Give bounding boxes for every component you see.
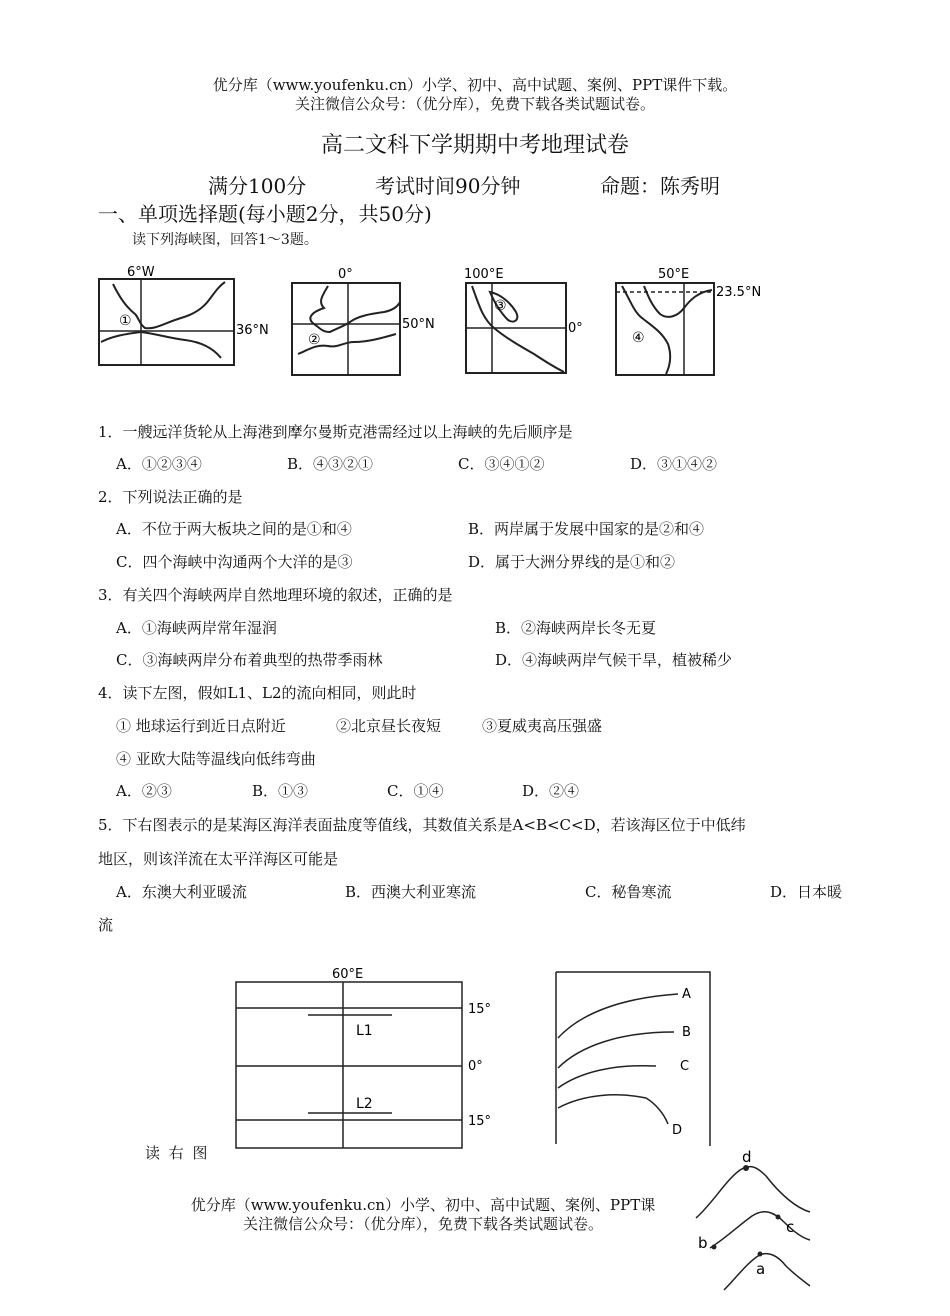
- fig-right-label-a: A: [682, 987, 691, 1002]
- strait-4-lat: 23.5°N: [716, 285, 762, 300]
- header-line-2: 关注微信公众号：（优分库），免费下载各类试题试卷。: [294, 95, 655, 113]
- q1-stem: 1．一艘远洋货轮从上海港到摩尔曼斯克港需经过以上海峡的先后顺序是: [98, 423, 573, 441]
- q4-option-a[interactable]: A．②③: [116, 782, 172, 800]
- footer-line-1: 优分库（www.youfenku.cn）小学、初中、高中试题、案例、PPT课: [190, 1196, 656, 1214]
- strait-3-lat: 0°: [568, 321, 583, 336]
- footer-line-2: 关注微信公众号：（优分库），免费下载各类试题试卷。: [242, 1215, 603, 1233]
- subtitle-score: 满分100分: [208, 174, 307, 198]
- fig-left-lat-bottom: 15°: [468, 1114, 492, 1129]
- intro-text: 读下列海峡图，回答1～3题。: [132, 232, 318, 248]
- fig-right-label-b: B: [682, 1025, 691, 1040]
- fig-left-l1: L1: [356, 1023, 373, 1039]
- q4-option-d[interactable]: D．②④: [522, 782, 580, 800]
- q4-item-2: ②北京昼长夜短: [336, 717, 442, 735]
- q5-option-d[interactable]: D．日本暖: [770, 883, 843, 901]
- q2-option-c[interactable]: C．四个海峡中沟通两个大洋的是③: [116, 553, 353, 571]
- fig-bottom-label-a: a: [756, 1260, 766, 1278]
- subtitle-author: 命题：陈秀明: [600, 174, 720, 198]
- q2-option-d[interactable]: D．属于大洲分界线的是①和②: [468, 553, 676, 571]
- figure-curves-abcd: [690, 1140, 830, 1308]
- q4-item-4: ④ 亚欧大陆等温线向低纬弯曲: [116, 750, 316, 768]
- strait-2-marker: ②: [308, 332, 321, 348]
- section-heading: 一、单项选择题(每小题2分，共50分): [98, 202, 432, 226]
- strait-1-lon: 6°W: [127, 265, 155, 280]
- q1-option-c[interactable]: C．③④①②: [458, 455, 545, 473]
- q2-option-a[interactable]: A．不位于两大板块之间的是①和④: [116, 520, 352, 538]
- strait-map-4: [612, 262, 802, 382]
- fig-left-lat-mid: 0°: [468, 1059, 483, 1074]
- q5-option-b[interactable]: B．西澳大利亚寒流: [345, 883, 477, 901]
- figure-latitude-grid: [230, 962, 510, 1152]
- fig-bottom-label-b: b: [698, 1234, 708, 1252]
- q5-stem-line-2: 地区，则该洋流在太平洋海区可能是: [98, 850, 339, 868]
- strait-2-lon: 0°: [338, 267, 353, 282]
- q3-option-d[interactable]: D．④海峡两岸气候干旱，植被稀少: [495, 651, 733, 669]
- strait-map-2: [288, 262, 448, 382]
- strait-4-lon: 50°E: [658, 267, 690, 282]
- fig-left-lat-top: 15°: [468, 1002, 492, 1017]
- q2-option-b[interactable]: B．两岸属于发展中国家的是②和④: [468, 520, 705, 538]
- strait-map-1: [95, 262, 285, 382]
- strait-3-lon: 100°E: [464, 267, 504, 282]
- strait-1-marker: ①: [119, 313, 132, 329]
- header-line-1: 优分库（www.youfenku.cn）小学、初中、高中试题、案例、PPT课件下载。: [212, 76, 738, 94]
- strait-3-marker: ③: [494, 298, 507, 314]
- strait-map-3: [460, 262, 620, 382]
- q4-stem: 4．读下左图，假如L1、L2的流向相同，则此时: [98, 684, 417, 702]
- q5-option-a[interactable]: A．东澳大利亚暖流: [116, 883, 247, 901]
- subtitle-time: 考试时间90分钟: [375, 174, 521, 198]
- q4-option-c[interactable]: C．①④: [387, 782, 444, 800]
- fig-bottom-label-d: d: [742, 1148, 752, 1166]
- q5-option-c[interactable]: C．秘鲁寒流: [585, 883, 672, 901]
- figure-salinity-isolines: [550, 968, 730, 1148]
- read-right-figure: 读 右 图: [145, 1144, 210, 1162]
- fig-right-label-c: C: [680, 1059, 690, 1074]
- q1-option-b[interactable]: B．④③②①: [287, 455, 374, 473]
- fig-left-lon: 60°E: [332, 967, 364, 982]
- q4-option-b[interactable]: B．①③: [252, 782, 309, 800]
- q1-option-d[interactable]: D．③①④②: [630, 455, 718, 473]
- q3-option-c[interactable]: C．③海峡两岸分布着典型的热带季雨林: [116, 651, 383, 669]
- fig-bottom-label-c: c: [786, 1218, 795, 1236]
- strait-4-marker: ④: [632, 330, 645, 346]
- q3-option-b[interactable]: B．②海峡两岸长冬无夏: [495, 619, 657, 637]
- q1-option-a[interactable]: A．①②③④: [116, 455, 202, 473]
- q3-stem: 3．有关四个海峡两岸自然地理环境的叙述，正确的是: [98, 586, 453, 604]
- q4-item-1: ① 地球运行到近日点附近: [116, 717, 286, 735]
- q5-stem-line-1: 5．下右图表示的是某海区海洋表面盐度等值线，其数值关系是A<B<C<D，若该海区位于中低纬: [98, 816, 746, 834]
- strait-2-lat: 50°N: [402, 317, 435, 332]
- fig-right-label-d: D: [672, 1123, 683, 1138]
- strait-1-lat: 36°N: [236, 323, 269, 338]
- q2-stem: 2．下列说法正确的是: [98, 488, 243, 506]
- q3-option-a[interactable]: A．①海峡两岸常年湿润: [116, 619, 277, 637]
- q4-item-3: ③夏威夷高压强盛: [482, 717, 603, 735]
- page-title: 高二文科下学期期中考地理试卷: [320, 133, 629, 158]
- q5-option-d-wrap: 流: [98, 916, 114, 934]
- fig-left-l2: L2: [356, 1096, 373, 1112]
